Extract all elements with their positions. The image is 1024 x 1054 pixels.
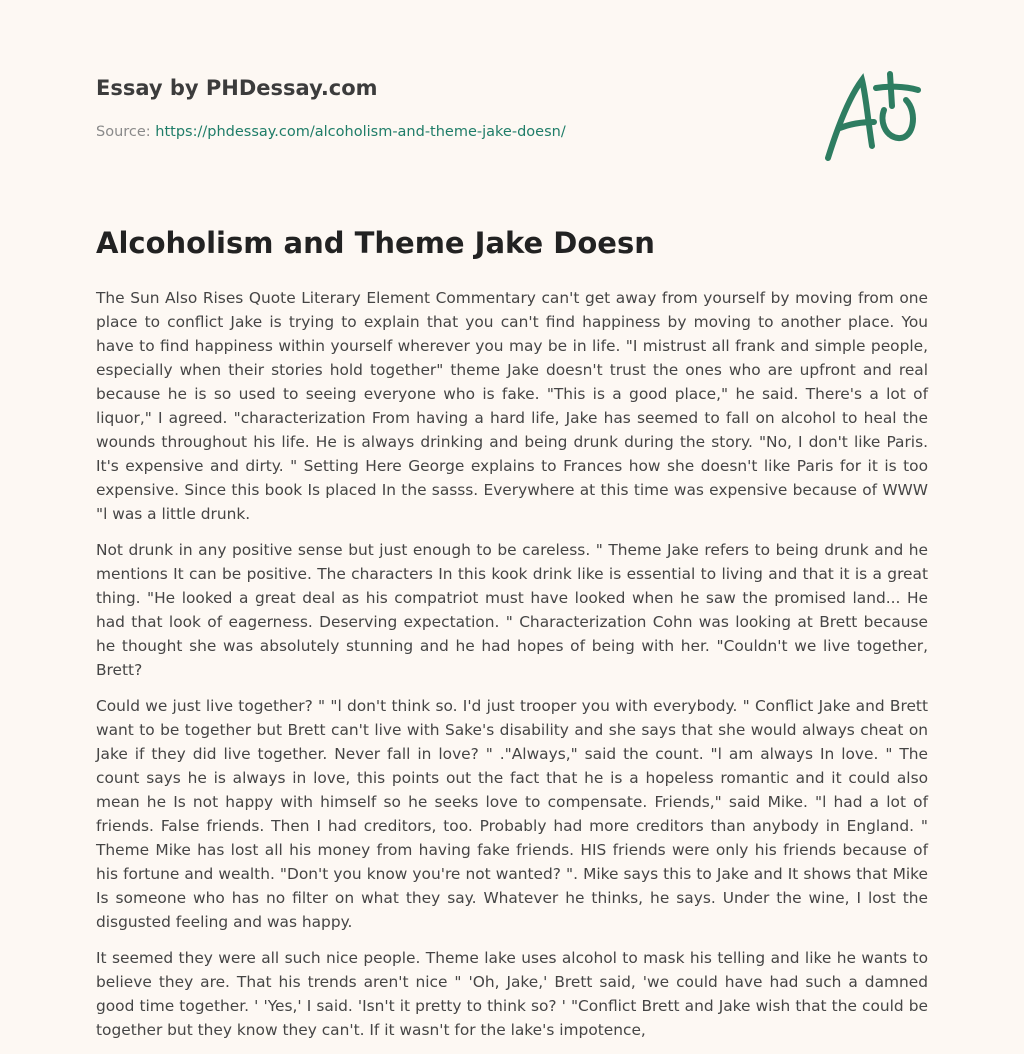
essay-title: Alcoholism and Theme Jake Doesn bbox=[96, 226, 655, 260]
brand-title: Essay by PHDessay.com bbox=[96, 76, 378, 100]
paragraph-1: The Sun Also Rises Quote Literary Element Commentary can't get away from yourself by moving from one place to conflict Jake is trying to explain that you can't find happiness by moving to another place. You have to find happiness within yourself wherever you may be in life. "I mistrust all frank and simple people, especially when their stories hold together" theme Jake doesn't trust the ones who are upfront and real because he is so used to seeing everyone who is fake. "This is a good place," he said. There's a lot of liquor," I agreed. "characterization From having a hard life, Jake has seemed to fall on alcohol to heal the wounds throughout his life. He is always drinking and being drunk during the story. "No, I don't like Paris. It's expensive and dirty. " Setting Here George explains to Frances how she doesn't like Paris for it is too expensive. Since this book Is placed In the sasss. Everywhere at this time was expensive because of WWW "l was a little drunk. bbox=[96, 289, 928, 523]
source-line bbox=[96, 124, 566, 140]
source-label: Source: bbox=[96, 124, 151, 140]
paragraph-2: Not drunk in any positive sense but just enough to be careless. " Theme Jake refers to being drunk and he mentions It can be positive. The characters In this kook drink like is essential to living and that it is a great thing. "He looked a great deal as his compatriot must have looked when he saw the promised land... He had that look of eagerness. Deserving expectation. " Characterization Cohn was looking at Brett because he thought she was absolutely stunning and he had hopes of being with her. "Couldn't we live together, Brett? bbox=[96, 541, 928, 679]
paragraph-4: It seemed they were all such nice people. Theme lake uses alcohol to mask his telling and like he wants to believe they are. That his trends aren't nice " 'Oh, Jake,' Brett said, 'we could have had such a damned good time together. ' 'Yes,' I said. 'Isn't it pretty to think so? ' "Conflict Brett and Jake wish that the could be together but they know they can't. If it wasn't for the lake's impotence, bbox=[96, 949, 928, 1039]
essay-body bbox=[96, 286, 928, 1054]
source-link[interactable]: https://phdessay.com/alcoholism-and-theme-jake-doesn/ bbox=[155, 124, 566, 140]
a-plus-logo-icon bbox=[818, 66, 930, 166]
paragraph-3: Could we just live together? " "l don't think so. I'd just trooper you with everybody. " Conflict Jake and Brett want to be together but Brett can't live with Sake's disability and she says that she would always cheat on Jake if they did live together. Never fall in love? " ."Always," said the count. "l am always In love. " The count says he is always in love, this points out the fact that he is a hopeless romantic and it could also mean he Is not happy with himself so he seeks love to compensate. Friends," said Mike. "l had a lot of friends. False friends. Then I had creditors, too. Probably had more creditors than anybody in England. " Theme Mike has lost all his money from having fake friends. HIS friends were only his friends because of his fortune and wealth. "Don't you know you're not wanted? ". Mike says this to Jake and It shows that Mike Is someone who has no filter on what they say. Whatever he thinks, he says. Under the wine, I lost the disgusted feeling and was happy. bbox=[96, 697, 928, 931]
header bbox=[96, 76, 378, 100]
